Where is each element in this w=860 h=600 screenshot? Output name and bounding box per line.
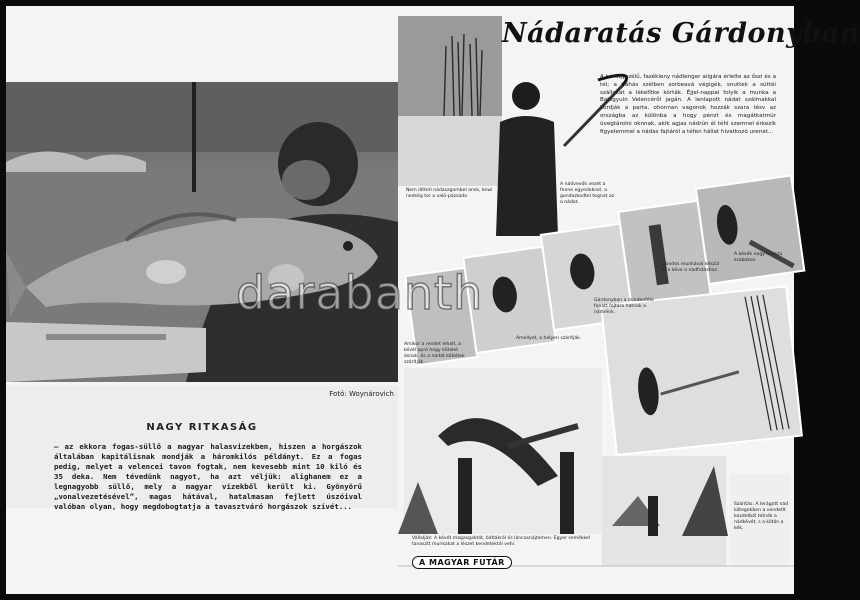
photo-caption: A kévék nagy hosszú zsabokon	[734, 252, 783, 263]
photo-caption: Vállalják: A kévét magasgaktót, bátlákról és láncosnájtemen. Egyer semékkel tavasztt munkakat a lészet kendetektól vehi.	[412, 536, 591, 547]
fisherman-with-fish-image	[6, 82, 398, 382]
fish-photo	[6, 82, 398, 382]
photo-caption: Nem lőtteti nádaszgambel ansk, kewi nedség tor a való-pázsáda	[406, 188, 493, 199]
watermark: darabanth	[236, 266, 484, 320]
photo-caption: Gondos munkával készül el a kéve a nádfutáshoz.	[662, 262, 720, 273]
photo-credit: Fotó: Woynárovich	[329, 390, 394, 398]
magazine-logo: A MAGYAR FUTÁR	[412, 556, 512, 569]
intro-text: A hóraqyszélű, fazékleny nádlenger aiigára érlelte az őszi és a tél; a tiáhás szélben sorbeavá végigék, snuttek a súttéi szállokat a lékefítke kórták. Éjjel-nappal folyik a munka a Balogyuin Velencéről jagán. A lenlapott nádat szálmakkal kordják a parta, ohonnan vagonok hozzák szara tésv az országba az különba a hogy pénzt és magátkatmúr üvegtárolni oknnak, akik agjas nádrún él téhl szemnel érkezik figyelemmel a nádas fajtáról a téfen hállat hivatkozó urenat...	[600, 74, 776, 135]
photo-caption: Amellyet, a helyen szárítják.	[516, 336, 582, 341]
caption-title: NAGY RITKASÁG	[146, 422, 258, 433]
photo-caption: Gárdonyban a mindenféle fonott fajtára hatnak a nádvénk.	[594, 298, 654, 315]
photo-caption: Szárítás: A lerágott nád kötegekben a vendetlt kezdetből tetnék a nádkévét, s a kötőn a kék.	[734, 502, 789, 531]
headline: Nádaratás Gárdonyban	[502, 18, 860, 49]
photo-caption: A nádvevők vezet a fenne egyedaknel, a gondazkodtel tegnat az a nádat.	[560, 182, 615, 205]
caption-text: — az ekkora fogas-süllő a magyar halasvizekben, hiszen a horgászok általában kapitálisnak mondják a háromkilós példányt. Ez a fogas pedig, melyet a velencei tavon fogtak, nem kevesebb mint 10 kiló és 35 deka. Nem tévedünk nagyot, ha azt véljük: alighanem ez a legnagyobb süllő, mely a magyar vizekből került ki. Gyönyörű „vonalvezetésével”, magas hátával, hatalmasan fejlett úszóival valóban olyan, hogy megdobogtatja a tavasztváró horgászok szívét...	[54, 442, 362, 511]
photo-caption: Amikor a rendet lehalt, a kévél apró hogy kötelet ásnak, és a nádat kötetlek szárítják.	[404, 342, 465, 365]
